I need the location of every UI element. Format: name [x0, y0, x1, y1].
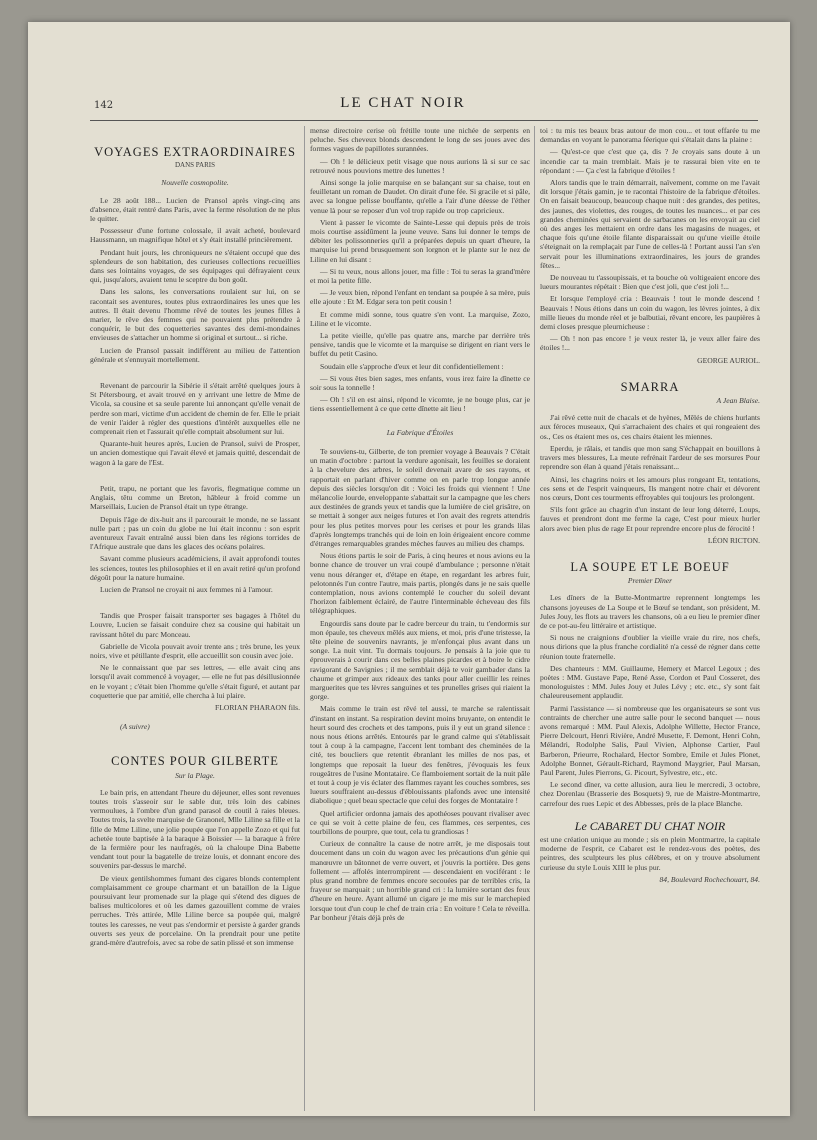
cabaret-address: 84, Boulevard Rochechouart, 84.	[659, 874, 760, 884]
paragraph: La petite vieille, qu'elle pas quatre ans, marche par derrière très pensive, tandis que le vicomte et la marquise se dirigent en riant vers le buffet du petit Casino.	[310, 331, 530, 359]
paragraph: De vieux gentilshommes fumant des cigares blonds contemplent complaisamment ce groupe charmant et un bataillon de la Ligue poursuivant leur promenade sur la plage qui s'étend des digues de balises multicolores et où les dames gazouillent comme de vraies perruches. Très attirée, Mlle Liline berce sa poupée qui, malgré toutes les caresses, ne veut pas s'endormir et persiste à garder grands ouverts ses yeux de porcelaine. On la prendrait pour une petite grand-mère d'autrefois, avec sa robe de satin plissé et son immense	[90, 873, 300, 948]
paragraph: mense directoire cerise où frétille toute une nichée de serpents en peluche. Ses cheveux blonds descendent le long de ses joues avec des formes vagues de papillotes surannées.	[310, 126, 530, 154]
article-subtitle: Sur la Plage.	[175, 770, 215, 780]
column-middle	[310, 126, 530, 1116]
paragraph: — Si tu veux, nous allons jouer, ma fille : Toi tu seras la grand'mère et moi la petite fille.	[310, 266, 530, 286]
paragraph: — Je veux bien, répond l'enfant en tendant sa poupée à sa mère, puis elle ajoute : Et M. Edgar sera ton petit cousin !	[310, 288, 530, 307]
paragraph: Savant comme plusieurs académiciens, il avait approfondi toutes les sciences, toutes les philosophies et il en avait retiré qu'un profond dégoût pour la nature humaine.	[90, 554, 300, 582]
poem-stanza: Ainsi, les chagrins noirs et les amours plus rongeant Et, tentations, ces sens et de l'esprit vainqueurs, Ils mangent notre chair et dévorent nos cœurs, Dont ces tourments effroyables qui toujours les prolongent.	[540, 474, 760, 502]
section-label: Nouvelle cosmopolite.	[161, 178, 229, 188]
author-signature: LÉON RICTON.	[707, 535, 760, 545]
paragraph: Petit, trapu, ne portant que les favoris, flegmatique comme un Anglais, têtu comme un Breton, hâbleur à froid comme un Marseillais, Lucien de Pransol était un type étrange.	[90, 483, 300, 512]
column-divider	[304, 126, 305, 1111]
paragraph: Engourdis sans doute par le cadre berceur du train, tu t'endormis sur mon épaule, tes cheveux mêlés aux miens, et moi, pris d'une tristesse, la tête pleine de souvenirs navrants, je m'enfonçai plus avant dans un songe. La nuit vint. Tu dormais toujours. Je pensais à la joie que tu éprouverais à courir dans ces belles plaines picardes et à boire le cidre ravigorant de Savignies ; il me semblait déjà te voir gambader dans la chaume et grimper aux rideaux des tanks pour aller cueillir les reines marguerites que tes lèvres sanguines et tes prunelles grises qui riaient la gorge.	[310, 618, 530, 702]
paragraph: Lucien de Pransol passait indifférent au milieu de l'attention générale et s'ennuyait mortellement.	[90, 345, 300, 364]
paragraph: Ne le connaissant que par ses lettres, — elle avait cinq ans lorsqu'il avait commencé à voyager, — elle ne fut pas désillusionnée en le voyant ; c'était bien l'homme qu'elle s'était figuré, et autant par coquetterie que par amitié, elle chercha à lui plaire.	[90, 663, 300, 700]
poem-stanza: S'ils font grâce au chagrin d'un instant de leur long déterré, Loups, fauves et prendront dont me ferme la cage, C'est pour mieux hurler alors avec bien plus de rage Et pour reprendre encore plus de férocité !	[540, 505, 760, 533]
paragraph: Si nous ne craignions d'oublier la vieille vraie du rire, nos chefs, nous dirions que la plus franche cordialité n'a cessé de régner dans cette réunion toute fraternelle.	[540, 633, 760, 661]
paragraph: De nouveau tu t'assoupissais, et ta bouche où voltigeaient encore des lueurs mourantes répétait : Bien que c'est joli, que c'est joli !...	[540, 273, 760, 292]
newspaper-page	[28, 22, 790, 1116]
paragraph: — Si vous êtes bien sages, mes enfants, vous irez faire la dînette ce soir sous la tonnelle !	[310, 373, 530, 393]
header-rule	[90, 120, 758, 121]
paragraph: Le bain pris, en attendant l'heure du déjeuner, elles sont revenues toutes trois s'asseoir sur le sable dur, très loin des cabines vermoulues, à l'ombre d'un grand parasol de coutil à raies bleues. Toutes trois, la svelte marquise de Granonel, Mlle Liline sa fille et la fille de Mme Liline, une jolie poupée que l'on appelle Zozo et qui fut achetée toute baptisée à la baraque à Boissier — la baraque à frère de la fermière pour les naufragés, où la chaloupe Dina Babette vendant tout pour la bagatelle de treize louis, et donnant encore des souvenirs par-dessus le marché.	[90, 787, 300, 871]
paragraph: Le 28 août 188... Lucien de Pransol après vingt-cinq ans d'absence, était rentré dans Paris, avec la ferme résolution de ne plus le quitter.	[90, 195, 300, 224]
paragraph: Parmi l'assistance — si nombreuse que les organisateurs se sont vus contraints de chercher une autre salle pour le second banquet — nous avons remarqué : MM. Paul Alexis, Adolphe Willette, Hector France, Pierre Delcourt, Henri Rivière, André Musette, F. Demont, Henri Cohn, Mélandri, Rodolphe Salis, Paul Vivien, Alphonse Cartier, Paul Barberon, Prieurre, Rochalard, Hector Sombre, Emile et Jules Plonet, Adolphe Bonnet, Gérault-Richard, Raymond Maygrier, Paul Marsan, Paul Parent, Jules Pierrons, G. Picourt, Sylvestre, etc., etc.	[540, 703, 760, 777]
article-subtitle: DANS PARIS	[174, 161, 215, 170]
paragraph: Et comme midi sonne, tous quatre s'en vont. La marquise, Zozo, Liline et le vicomte.	[310, 309, 530, 328]
paragraph: toi : tu mis tes beaux bras autour de mon cou... et tout effarée tu me demandas en voyant le panorama féerique qui s'étalait dans la plaine :	[540, 126, 760, 145]
paragraph: — Qu'est-ce que c'est que ça, dis ? Je croyais sans doute à un incendie car ta main tremblait. Mais je te rassurai bien vite en te répondant : — Ça c'est la fabrique d'étoiles !	[540, 147, 760, 175]
paragraph: Le second dîner, va cette allusion, aura lieu le mercredi, 3 octobre, chez Dorenlau (Brasserie des Bosquets) 9, rue de Maistre-Montmartre, carrefour des rues Lepic et des Abbesses, près de la place Blanche.	[540, 780, 760, 808]
author-signature: FLORIAN PHARAON fils.	[214, 702, 300, 712]
paragraph: Alors tandis que le train démarrait, naïvement, comme on me l'avait dit lorsque j'étais gamin, je te racontai l'histoire de la fabrique d'étoiles. On en faisait beaucoup, beaucoup chaque nuit : des grandes, des petites, des jaunes, des violettes, des rouges, de toutes les nuances... et par ces grandes cheminées qui servaient de sarbacanes on les envoyait au ciel où des anges les mettaient en ordre dans les magasins de nuages, et chaque fois qu'une étoile filante disparaissait ou qu'une vieille étoile s'éteignait on la remplaçait par l'une de celles-là ! Portant aussi l'an s'en servait pour les illuminations extraordinaires, les jours de grandes fêtes...	[540, 178, 760, 270]
journal-masthead: LE CHAT NOIR	[340, 95, 466, 111]
poem-title-smarra: SMARRA	[620, 379, 680, 394]
paragraph: — Oh ! non pas encore ! je veux rester là, je veux aller faire des étoiles !...	[540, 334, 760, 353]
article-title-voyages: VOYAGES EXTRAORDINAIRES	[94, 145, 296, 159]
poem-dedication: A Jean Blaise.	[716, 396, 760, 406]
paragraph: Revenant de parcourir la Sibérie il s'était arrêté quelques jours à St Pétersbourg, et avait trouvé en y arrivant une lettre de Mme de Vicola, sa cousine et sa seule parente lui annonçant qu'elle venait de perdre son mari, victime d'un accident de chemin de fer. Elle le priait de venir l'aider à régler des questions d'intérêt auxquelles elle ne comprenait rien et l'assurait qu'elle comptait absolument sur lui.	[90, 381, 300, 437]
poem-stanza: J'ai rêvé cette nuit de chacals et de hyènes, Mêlés de chiens hurlants aux féroces museaux, Qui s'arrachaient des chairs et qui rongeaient des os., Ces os étaient mes os, ces chairs étaient les miennes.	[540, 413, 760, 441]
paragraph: Et lorsque l'employé cria : Beauvais ! tout le monde descend ! Beauvais ! Nous étions dans un coin du wagon, les lèvres jointes, à dix mille lieues du monde réel et je balbutiai, rêvant encore, les paupières à demi closes presque pleurnicheuse :	[540, 294, 760, 332]
article-title-soupe: LA SOUPE ET LE BOEUF	[570, 559, 730, 574]
paragraph: Gabrielle de Vicola pouvait avoir trente ans ; très brune, les yeux noirs, vive et pétillante d'esprit, elle accueillit son cousin avec joie.	[90, 641, 300, 660]
paragraph: Les dîners de la Butte-Montmartre reprennent longtemps les chansons joyeuses de La Soupe et le Bœuf se tendant, son président, M. Jules Jouy, les flots au travers les chansons, où a eu lieu le premier dîner de ce pot-au-feu littéraire et artistique.	[540, 593, 760, 630]
paragraph: Nous étions partis le soir de Paris, à cinq heures et nous avions eu la bonne chance de trouver un vrai coupé d'ambulance ; personne n'était venu nous déranger et, d'étape en étape, en regardant les arbres fuir, pelotonnés l'un contre l'autre, mais partis, plongés dans je ne sais quelle contemplation, nous avions contemplé le coucher du soleil devant l'horizon faiblement éclairé, de l'autre l'interminable écheveau des fils télégraphiques.	[310, 551, 530, 616]
paragraph: est une création unique au monde ; sis en plein Montmartre, la capitale moderne de l'esprit, ce Cabaret est le rendez-vous des poètes, des peintres, des sculpteurs les plus célèbres, et on y trouve absolument curieuse du style Louis XIII le plus pur.	[540, 835, 760, 872]
paragraph: Quel artificier ordonna jamais des apothéoses pouvant rivaliser avec ce qui se voit à cette plaine de feu, ces flammes, ces serpentes, ces tourbillons de pourpre, que tout, cela tu grandiosas !	[310, 808, 530, 837]
paragraph: Depuis l'âge de dix-huit ans il parcourait le monde, ne se lassant nulle part ; pas un coin du globe ne lui était inconnu : son esprit aventureux l'avait entraîné aussi bien dans les régions torrides de l'Afrique australe que dans les glaces des océans polaires.	[90, 514, 300, 552]
paragraph: Soudain elle s'approche d'eux et leur dit confidentiellement :	[320, 361, 504, 371]
to-be-continued: (A suivre)	[120, 722, 150, 732]
page-number: 142	[94, 100, 114, 111]
author-signature: GEORGE AURIOL.	[697, 355, 760, 365]
paragraph: Ainsi songe la jolie marquise en se balançant sur sa chaise, tout en feuilletant un roman de Daudet. On dirait d'une fée. Si gracile et si pâle, avec sa longue pelisse bouffante, qu'elle a l'air d'une déesse de l'éther venue là pour se reposer d'un vol trop rapide ou trop capricieux.	[310, 178, 530, 215]
paragraph: Mais comme le train est rêvé tel aussi, te marche se ralentissait d'instant en instant. Sa respiration devint moins bruyante, on entendit le heurt sourd des crochets et des tampons, puis il y eut un grand silence : nous nous étions arrêtés. Entourés par le grand calme qui s'établissait tout à coup à la campagne, l'accent lent tombant des cheminées de la cité, tes boucliers que retentit ébranlant les milles de nos pas, et longtemps que reposait la lueur des fenêtres, j'évoquais les feux rougeâtres de l'usine Montataire. Ce flamboiement sortait de la nuit pâle et tout à coup je vis éclater des flammes rayant les couches sombres, ses lueurs souffraient au-dessus d'éblouissants plafonds avec une intensité diabolique ; quel beau spectacle que celui des forges de Montataire !	[310, 704, 530, 806]
paragraph: Curieux de connaître la cause de notre arrêt, je me disposais tout doucement dans un coin du wagon avec les précautions d'un génie qui manœuvre un bâtonnet de verre ouvert, et j'ouvris la portière. Des gens follement — affolés interrompirent — descendaient en vociférant : le plus grand nombre de femmes encore secouées par de terribles cris, la frayeur se marquait ; un horrible grand cri : la lumière sortant des feux d'heure en heure. Ayant allumé un cigare je me mis sur le marchepied lorsque tout d'un coup le chef de train cria : En voiture ! Cela te réveilla. Par bonheur j'étais déjà près de	[310, 839, 530, 922]
paragraph: Vient à passer le vicomte de Sainte-Lesse qui depuis près de trois mois courtise assidûment la jeune veuve. Sans lui donner le temps de débiter les polissonneries qu'il a préparées depuis un quart d'heure, la marquise lui prend brusquement son lorgnon et le plante sur le nez de Liline en lui disant :	[310, 217, 530, 264]
paragraph: Te souviens-tu, Gilberte, de ton premier voyage à Beauvais ? C'était un matin d'octobre : partout la verdure agonisait, les feuilles se doraient à la chevelure des arbres, le soleil devenait avare de ses rayons, et rapportait en parlant d'hiver comme on en parle trop longue année depuis des siècles lorsqu'on dit : Voici les froids qui viennent ! Une mélancolie lourde, enveloppante s'abattait sur la campagne que les chers aux destinées de grands yeux et tandis que la lumière de ciel grisâtre, on se mettait à songer aux neiges futures et l'on avait des regrets attendris pour les plus petites morves pour les cerises et pour les grands lilas d'après longtemps tranchés qui de loin en loin érigeaient encore comme d'étranges remarquables grandes mèches fauves au milieu des champs.	[310, 446, 530, 548]
paragraph: — Oh ! le délicieux petit visage que nous aurions là si sur ce sac retrouvé nous pouvions mettre des lunettes !	[310, 156, 530, 175]
paragraph: Tandis que Prosper faisait transporter ses bagages à l'hôtel du Louvre, Lucien se faisait conduire chez sa cousine qui habitait un ravissant hôtel du parc Monceau.	[90, 611, 300, 639]
paragraph: Dans les salons, les conversations roulaient sur lui, on se racontait ses aventures, toutes plus extraordinaires les unes que les autres. Il était devenu l'homme rêvé de toutes les jeunes filles à marier, le rêve des femmes qui ne pouvaient plus prétendre à conquérir, le but des coquetteries savantes des demi-mondaines envieuses de s'attacher un homme si original et surtout... si riche.	[90, 287, 300, 343]
paragraph: Des chanteurs : MM. Guillaume, Hemery et Marcel Legoux ; des poètes : MM. Gustave Pape, René Asse, Cordon et Paul Cosseret, des monologuistes : MM. Jules Jouy et Jules Lévy ; etc. etc., s'y sont fait chaleureusement applaudir.	[540, 663, 760, 701]
article-title-contes: CONTES POUR GILBERTE	[111, 754, 279, 769]
cabaret-advert-title: Le CABARET DU CHAT NOIR	[574, 818, 726, 833]
column-right	[540, 126, 760, 1116]
paragraph: Pendant huit jours, les chroniqueurs ne s'étaient occupé que des splendeurs de son habitation, des curieuses collections recueillies dans ses lointains voyages, de ses équipages qui défrayaient ceux qui, jusqu'alors, avaient tenu le sceptre du bon goût.	[90, 247, 300, 285]
poem-stanza: Eperdu, je râlais, et tandis que mon sang S'échappait en bouillons à travers mes blessures, La meute refrénait l'ardeur de ses morsures Pour reprendre son élan à quand j'étais renaissant...	[540, 443, 760, 472]
article-subtitle: Premier Dîner	[627, 576, 673, 586]
paragraph: — Oh ! s'il en est ainsi, répond le vicomte, je ne bouge plus, car je tiens essentiellement à ce que cette dînette ait lieu !	[310, 395, 530, 414]
column-left	[90, 126, 300, 1116]
paragraph: Quarante-huit heures après, Lucien de Pransol, suivi de Prosper, un ancien domestique qui l'avait élevé et jamais quitté, descendait de wagon à la gare de l'Est.	[90, 439, 300, 467]
paragraph: Possesseur d'une fortune colossale, il avait acheté, boulevard Haussmann, un magnifique hôtel et s'y était installé princièrement.	[90, 226, 300, 245]
paragraph: Lucien de Pransol ne croyait ni aux femmes ni à l'amour.	[100, 584, 273, 594]
column-divider	[534, 126, 535, 1111]
section-title-fabrique: La Fabrique d'Étoiles	[386, 427, 454, 437]
